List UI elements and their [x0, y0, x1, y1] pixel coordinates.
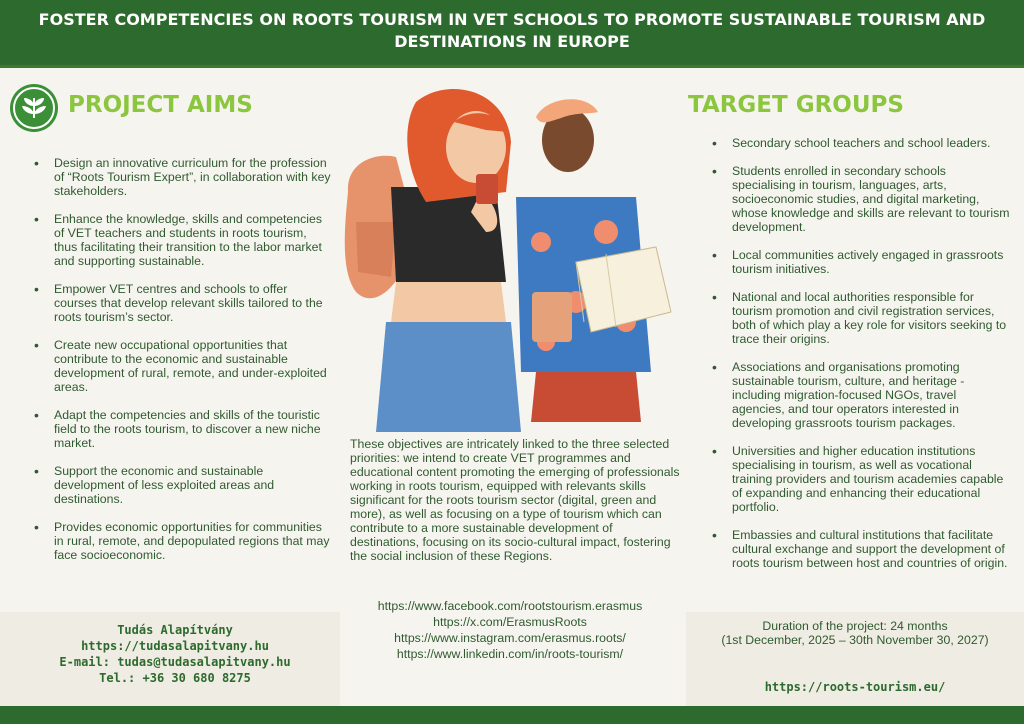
aims-item: • Enhance the knowledge, skills and competencies of VET teachers and students in roots tourism, thus facilitating their transition to the labor market and supporting sustainable. — [32, 212, 332, 268]
targets-item: • Embassies and cultural institutions that facilitate cultural exchange and support the development of roots tourism between host and countries of origin. — [710, 528, 1010, 570]
aims-item: • Empower VET centres and schools to offer courses that develop relevant skills tailored to the roots tourism’s sector. — [32, 282, 332, 324]
header-title-line2: DESTINATIONS IN EUROPE — [394, 32, 630, 51]
project-aims-heading: PROJECT AIMS — [68, 92, 253, 118]
aims-item: • Provides economic opportunities for communities in rural, remote, and depopulated regions that may face socioeconomic. — [32, 520, 332, 562]
leaf-logo-icon — [10, 84, 58, 132]
targets-item: • Universities and higher education institutions specialising in tourism, as well as vocational training providers and tourism academies capable of expanding and enhancing their educational portfolio. — [710, 444, 1010, 514]
organization-website[interactable]: https://tudasalapitvany.hu — [81, 639, 269, 653]
linkedin-link[interactable]: https://www.linkedin.com/in/roots-tourism/ — [396, 647, 624, 661]
instagram-link[interactable]: https://www.instagram.com/erasmus.roots/ — [394, 631, 626, 645]
targets-item: • Secondary school teachers and school leaders. — [710, 136, 1010, 150]
targets-item: • Local communities actively engaged in grassroots tourism initiatives. — [710, 248, 1010, 276]
objectives-paragraph: These objectives are intricately linked to the three selected priorities: we intend to create VET programmes and educational content promoting the emerging of professionals working in roots tourism, equipped with relevants skills significant for the roots tourism sector (digital, green and more), as well as focusing on a type of tourism which can contribute to a more sustainable development of destinations, focusing on its socio-cultural impact, fostering the social inclusion of these Regions. — [350, 437, 680, 563]
organization-email[interactable]: E-mail: tudas@tudasalapitvany.hu — [59, 655, 291, 669]
project-duration — [690, 619, 1020, 647]
facebook-link[interactable]: https://www.facebook.com/rootstourism.erasmus — [377, 599, 643, 613]
aims-item: • Design an innovative curriculum for the profession of “Roots Tourism Expert”, in collaboration with key stakeholders. — [32, 156, 332, 198]
targets-item: • National and local authorities responsible for tourism promotion and civil registration services, both of which play a key role for visitors seeking to trace their origins. — [710, 290, 1010, 346]
project-website-link[interactable]: https://roots-tourism.eu/ — [764, 680, 946, 694]
target-groups-list — [710, 136, 1010, 584]
aims-item: • Support the economic and sustainable development of less exploited areas and destinations. — [32, 464, 332, 506]
contact-block — [20, 622, 330, 694]
aims-item: • Create new occupational opportunities that contribute to the economic and sustainable development of rural, remote, and under-exploited areas. — [32, 338, 332, 394]
targets-item: • Students enrolled in secondary schools specialising in tourism, languages, arts, socioeconomic studies, and digital marketing, whose knowledge and skills are relevant to tourism development. — [710, 164, 1010, 234]
aims-item: • Adapt the competencies and skills of the touristic field to the roots tourism, to discover a new niche market. — [32, 408, 332, 450]
targets-item: • Associations and organisations promoting sustainable tourism, culture, and heritage - including migration-focused NGOs, travel agencies, and tour operators interested in developing grassroots tourism packages. — [710, 360, 1010, 430]
duration-line1: Duration of the project: 24 months — [762, 619, 948, 633]
social-links — [345, 598, 675, 662]
organization-name: Tudás Alapítvány — [117, 623, 233, 637]
footer-bar — [0, 706, 1024, 724]
duration-line2: (1st December, 2025 – 30th November 30, 2027) — [721, 633, 989, 647]
header-title-line1: FOSTER COMPETENCIES ON ROOTS TOURISM IN VET SCHOOLS TO PROMOTE SUSTAINABLE TOURISM AND — [38, 10, 986, 29]
header-banner — [0, 0, 1024, 68]
project-aims-list — [32, 156, 332, 576]
organization-phone: Tel.: +36 30 680 8275 — [99, 671, 251, 685]
target-groups-heading: TARGET GROUPS — [688, 92, 904, 118]
x-link[interactable]: https://x.com/ErasmusRoots — [433, 615, 587, 629]
tourists-illustration — [336, 82, 686, 432]
